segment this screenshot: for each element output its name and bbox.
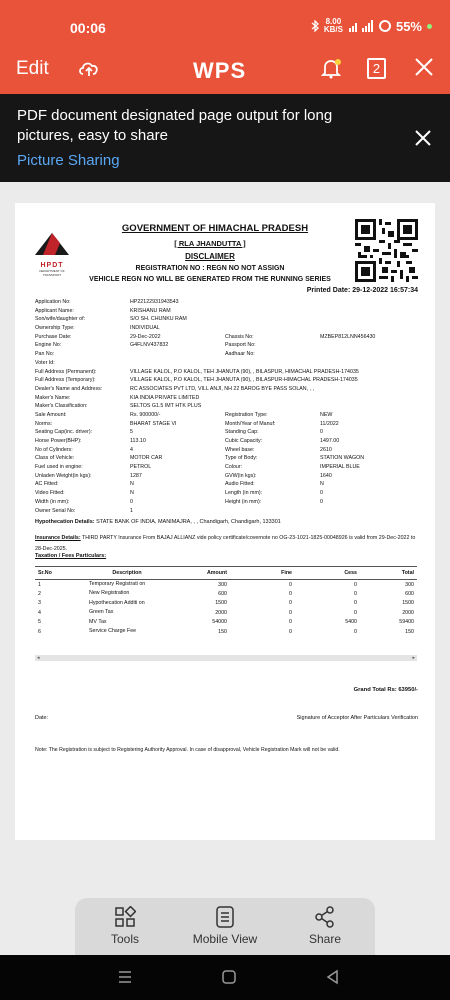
tax-cell: 0 xyxy=(289,581,292,588)
tax-row xyxy=(35,618,417,628)
field-value: 11/2022 xyxy=(320,420,339,427)
field-value: 1497.00 xyxy=(320,438,340,444)
tax-cell: 0 xyxy=(354,590,357,597)
tax-row xyxy=(35,608,417,618)
field-value: 1287 xyxy=(130,472,142,479)
hpdt-logo-text: HPDT xyxy=(40,262,64,269)
field-value: 0 xyxy=(130,498,133,505)
insurance-label: Insurance Details: xyxy=(35,535,81,541)
tax-column-header: Description xyxy=(87,567,167,580)
tax-cell: MV Tax xyxy=(89,618,107,625)
bottom-action-bar xyxy=(75,898,375,956)
recent-apps-icon[interactable] xyxy=(117,969,133,985)
tax-column-header: Cess xyxy=(294,567,359,580)
field-label: Full Address (Permanent): xyxy=(35,368,97,375)
tax-cell: 0 xyxy=(354,609,357,616)
tax-cell: 0 xyxy=(289,609,292,616)
field-value: Rs. 900000/- xyxy=(130,411,161,418)
field-row xyxy=(35,376,425,385)
tools-label: Tools xyxy=(110,932,139,946)
field-row xyxy=(35,420,425,429)
field-value: MOTOR CAR xyxy=(130,455,163,462)
tax-row xyxy=(35,589,417,599)
share-icon xyxy=(314,906,336,928)
battery-icon xyxy=(379,20,391,32)
field-label: Video Fitted: xyxy=(35,490,65,497)
field-value: 29-Dec-2022 xyxy=(130,333,161,340)
tax-cell: 300 xyxy=(405,581,414,588)
edit-button[interactable]: Edit xyxy=(16,58,49,79)
field-label: Owner Serial No: xyxy=(35,507,76,514)
field-value: MZBEP812LNN456430 xyxy=(320,333,376,340)
field-label: Width (in mm): xyxy=(35,498,70,505)
field-row xyxy=(35,368,425,377)
share-banner xyxy=(0,94,450,182)
field-label: Norms: xyxy=(35,420,53,427)
share-button[interactable] xyxy=(280,906,370,946)
field-value: HP22122931943543 xyxy=(130,299,179,305)
tax-cell: 2000 xyxy=(215,609,227,616)
field-value: PETROL xyxy=(130,464,152,471)
tax-row xyxy=(35,580,417,590)
field-label: Wheel base: xyxy=(225,446,255,453)
net-speed-unit: KB/S xyxy=(323,25,343,34)
field-label: Unladen Weight(in kgs): xyxy=(35,472,92,479)
tax-column-header: Total xyxy=(359,567,417,580)
date-label: Date: xyxy=(35,715,49,721)
tax-cell: 54000 xyxy=(212,619,227,626)
scroll-right-icon[interactable]: ▸ xyxy=(412,655,415,661)
tools-button[interactable] xyxy=(80,906,170,946)
tax-column-header: Fine xyxy=(229,567,294,580)
tax-cell: 6 xyxy=(38,628,41,635)
tax-body xyxy=(35,580,417,637)
share-label: Share xyxy=(308,932,342,946)
tax-column-header: Sr.No xyxy=(35,567,87,580)
field-row xyxy=(35,333,425,342)
field-label: Son/wife/daughter of: xyxy=(35,316,86,323)
hypothecation-details xyxy=(35,519,281,525)
field-value: NEW xyxy=(320,411,333,418)
field-label: Height (in mm): xyxy=(225,498,262,505)
system-nav-bar xyxy=(0,955,450,1000)
tax-cell: 0 xyxy=(289,628,292,635)
field-row xyxy=(35,350,425,359)
field-value: BHARAT STAGE VI xyxy=(130,420,177,427)
field-value: 1640 xyxy=(320,472,332,479)
field-value: VILLAGE KALOL, P.O KALOL, TEH JHANUTA (90), , BILASPUR-HIMACHAL PRADESH-174035 xyxy=(130,377,358,384)
field-row xyxy=(35,359,425,368)
field-row xyxy=(35,446,425,455)
field-label: Maker's Classification: xyxy=(35,403,88,410)
field-label: Standing Cap: xyxy=(225,429,259,436)
field-label: Length (in mm): xyxy=(225,490,263,497)
field-value: 113.10 xyxy=(130,438,146,444)
field-label: Ownership Type: xyxy=(35,325,75,332)
field-value: VILLAGE KALOL, P.O KALOL, TEH JHANUTA (90), , BILASPUR, HIMACHAL PRADESH-174035 xyxy=(130,368,359,375)
tax-cell: Hypothecation Additi on xyxy=(89,599,145,606)
tax-cell: Green Tax xyxy=(89,609,114,616)
registration-note: Note: The Registration is subject to Registering Authority Approval. In case of disapproval, Vehicle Registration Mark will not be valid. xyxy=(35,747,340,753)
field-row xyxy=(35,315,425,324)
field-label: Passport No: xyxy=(225,342,256,349)
tax-cell: 4 xyxy=(38,609,41,616)
field-value: S/O SH. CHUNKU RAM xyxy=(130,316,187,323)
tax-cell: 300 xyxy=(218,581,227,588)
tax-cell: 1500 xyxy=(215,600,227,607)
field-value: N xyxy=(320,481,324,488)
status-time: 00:06 xyxy=(70,20,106,36)
scroll-left-icon[interactable]: ◂ xyxy=(37,655,40,661)
field-row xyxy=(35,463,425,472)
field-label: Fuel used in engine: xyxy=(35,464,83,471)
tax-row xyxy=(35,599,417,609)
battery-level: 55% xyxy=(395,18,422,34)
field-label: Purchase Date: xyxy=(35,333,72,340)
field-value: SELTOS G1.5 IMT HTK PLUS xyxy=(130,403,202,410)
field-value: 5 xyxy=(130,429,133,436)
field-value: KRISHANU RAM xyxy=(130,307,171,314)
field-label: Type of Body: xyxy=(225,455,258,462)
field-row xyxy=(35,507,425,516)
field-value: G4FLNV437832 xyxy=(130,342,169,349)
close-icon[interactable] xyxy=(413,56,435,78)
field-label: No of Cylinders: xyxy=(35,446,73,453)
field-row xyxy=(35,437,425,446)
net-speed xyxy=(324,18,343,34)
tax-cell: 0 xyxy=(289,600,292,607)
field-value: 0 xyxy=(320,498,323,505)
field-row xyxy=(35,454,425,463)
doc-vehicle-note: VEHICLE REGN NO WILL BE GENERATED FROM THE RUNNING SERIES xyxy=(89,276,331,283)
back-icon[interactable] xyxy=(325,969,341,985)
doc-title: GOVERNMENT OF HIMACHAL PRADESH xyxy=(121,223,309,234)
field-label: Dealer's Name and Address: xyxy=(35,385,103,392)
field-value: KIA INDIA PRIVATE LIMITED xyxy=(130,394,200,401)
field-label: GVW(in kgs): xyxy=(225,472,257,479)
grand-total: Grand Total Rs: 63950/- xyxy=(353,687,418,693)
tax-cell: 0 xyxy=(354,600,357,607)
tax-cell: 5 xyxy=(38,619,41,626)
field-row xyxy=(35,298,425,307)
hpdt-logo-tagline: DEPARTMENT OF TRANSPORT xyxy=(39,269,65,277)
tax-cell: 0 xyxy=(289,590,292,597)
doc-office: [ RLA JHANDUTTA ] xyxy=(174,239,246,248)
status-bar xyxy=(0,0,450,44)
field-value: 2610 xyxy=(320,446,332,453)
field-label: Audio Fitted: xyxy=(225,481,255,488)
field-label: Aadhaar No: xyxy=(225,351,255,358)
tax-cell: 0 xyxy=(354,628,357,635)
tax-row xyxy=(35,627,417,637)
document-page[interactable] xyxy=(15,203,435,840)
field-value: 0 xyxy=(320,490,323,497)
field-label: Colour: xyxy=(225,464,243,471)
field-row xyxy=(35,385,425,394)
tax-cell: 0 xyxy=(354,581,357,588)
qr-code-icon xyxy=(355,219,418,282)
field-value: 1 xyxy=(130,507,133,514)
mobile-view-icon xyxy=(214,906,236,928)
signature-label: Signature of Acceptor After Particulars Verification xyxy=(296,715,418,721)
notification-dot xyxy=(427,24,432,29)
tax-cell: 600 xyxy=(405,590,414,597)
field-row xyxy=(35,428,425,437)
tax-cell: 150 xyxy=(405,628,414,635)
field-label: Application No: xyxy=(35,299,71,305)
tax-cell: New Registration xyxy=(89,590,130,597)
field-value: IMPERIAL BLUE xyxy=(320,464,360,471)
insurance-details xyxy=(35,533,420,555)
tax-cell: 2000 xyxy=(402,609,414,616)
field-label: Month/Year of Manuf: xyxy=(225,420,276,427)
hypothecation-label: Hypothecation Details: xyxy=(35,519,95,525)
tax-cell: 2 xyxy=(38,590,41,597)
tools-icon xyxy=(114,906,136,928)
field-label: Maker's Name: xyxy=(35,394,71,401)
field-value: STATION WAGON xyxy=(320,455,365,462)
tax-cell: 600 xyxy=(218,590,227,597)
insurance-value: THIRD PARTY Insurance From BAJAJ ALLIANZ vide policy certificate/covernote no OG-23-1021-1825-00048926 is valid from 29-Dec-2022 to 28-Dec-2025. xyxy=(35,535,416,552)
banner-close-icon[interactable] xyxy=(413,128,433,148)
picture-sharing-link[interactable]: Picture Sharing xyxy=(17,152,120,169)
tax-cell: 150 xyxy=(218,628,227,635)
page-count-button[interactable]: 2 xyxy=(367,58,386,79)
field-label: Engine No: xyxy=(35,342,62,349)
home-icon[interactable] xyxy=(221,969,237,985)
field-value: RC ASSOCIATES PVT LTD, VILL ANJI, NH 22 BAROG BYE PASS SOLAN, , , xyxy=(130,385,314,392)
doc-disclaimer: DISCLAIMER xyxy=(185,252,235,261)
bluetooth-icon xyxy=(311,20,319,32)
mobile-view-label: Mobile View xyxy=(192,932,258,946)
field-label: Cubic Capacity: xyxy=(225,438,263,444)
printed-date: Printed Date: 29-12-2022 16:57:34 xyxy=(306,287,418,294)
banner-message: PDF document designated page output for long pictures, easy to share xyxy=(17,107,333,144)
bell-icon[interactable] xyxy=(319,56,343,80)
field-label: Pan No: xyxy=(35,351,55,358)
field-row xyxy=(35,489,425,498)
tax-cell: 0 xyxy=(289,619,292,626)
field-value: N xyxy=(130,481,134,488)
hypothecation-value: STATE BANK OF INDIA, MANIMAJRA, , , Chandigarh, Chandigarh, 133301 xyxy=(96,519,281,525)
tax-cell: 5400 xyxy=(345,619,357,626)
field-row xyxy=(35,402,425,411)
field-value: N xyxy=(130,490,134,497)
field-row xyxy=(35,394,425,403)
table-scrollbar[interactable] xyxy=(35,655,417,661)
vehicle-details xyxy=(35,298,425,515)
tax-cell: 59400 xyxy=(399,619,414,626)
tax-cell: 3 xyxy=(38,600,41,607)
field-label: Registration Type: xyxy=(225,411,268,418)
field-row xyxy=(35,472,425,481)
field-label: Voter Id: xyxy=(35,359,55,366)
field-label: Seating Cap(inc. driver): xyxy=(35,429,93,436)
cloud-upload-icon[interactable] xyxy=(77,56,101,80)
tax-cell: Temporary Registrati on xyxy=(89,581,146,587)
tax-table xyxy=(35,566,417,637)
tax-cell: 1500 xyxy=(402,600,414,607)
field-label: Horse Power(BHP): xyxy=(35,438,82,444)
field-label: Class of Vehicle: xyxy=(35,455,75,462)
app-toolbar xyxy=(0,44,450,94)
tax-cell: 1 xyxy=(38,581,41,588)
field-label: Chassis No: xyxy=(225,333,254,340)
doc-registration-no: REGISTRATION NO : REGN NO NOT ASSIGN xyxy=(135,265,285,272)
field-row xyxy=(35,480,425,489)
field-label: AC Fitted: xyxy=(35,481,59,488)
field-label: Full Address (Temporary): xyxy=(35,377,96,384)
mobile-view-button[interactable] xyxy=(180,906,270,946)
tax-cell: Service Charge Fee xyxy=(89,628,137,635)
tax-header-row xyxy=(35,567,417,580)
status-icons xyxy=(311,18,432,34)
field-value: 0 xyxy=(320,429,323,436)
net-speed-value: 8.00 xyxy=(325,17,342,26)
tax-column-header: Amount xyxy=(167,567,229,580)
field-row xyxy=(35,324,425,333)
field-value: 4 xyxy=(130,446,133,453)
field-label: Sale Amount: xyxy=(35,411,67,418)
field-label: Applicant Name: xyxy=(35,307,74,314)
field-row xyxy=(35,411,425,420)
field-row xyxy=(35,307,425,316)
field-row xyxy=(35,341,425,350)
signal-icon xyxy=(348,20,374,32)
field-row xyxy=(35,498,425,507)
tax-title: Taxation / Fees Particulars: xyxy=(35,553,107,559)
field-value: INDIVIDUAL xyxy=(130,325,160,332)
wps-logo: WPS xyxy=(193,58,247,83)
